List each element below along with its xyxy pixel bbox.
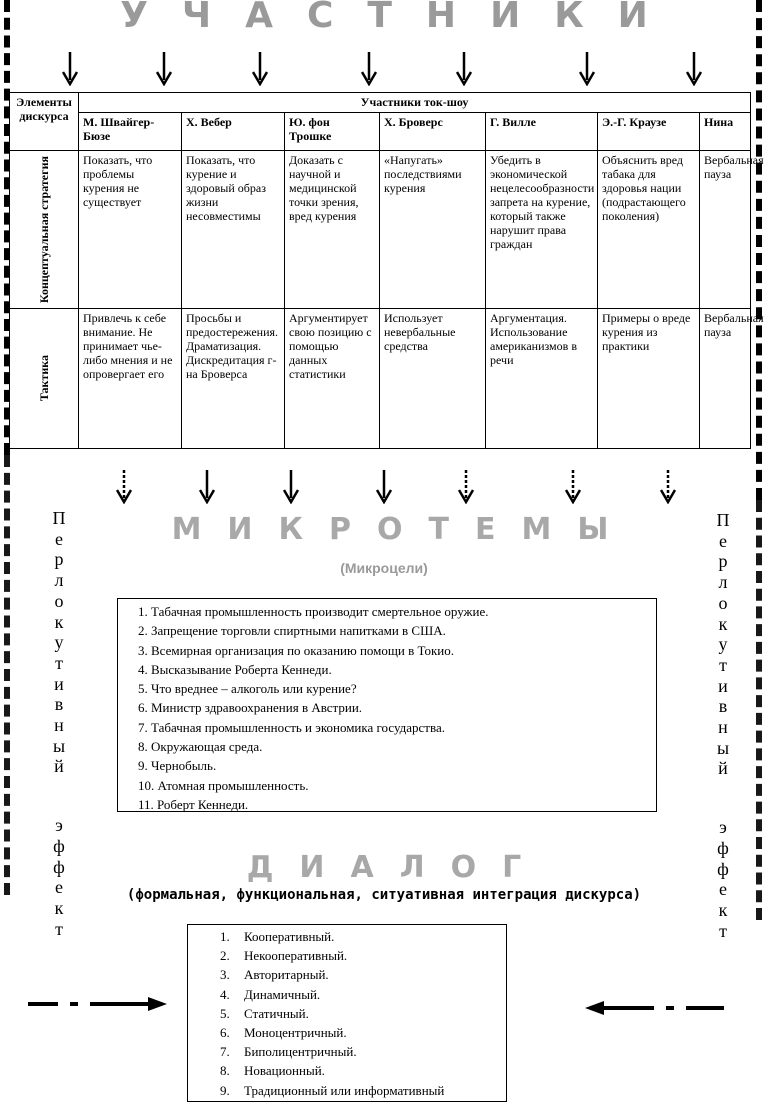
side-letter: й [54,756,64,777]
list-item: 4. Высказывание Роберта Кеннеди. [138,661,332,677]
table-group-header: Участники ток-шоу [79,93,751,113]
list-item: 9. Традиционный или информативный [220,1082,445,1098]
side-letter: ф [53,856,65,877]
side-letter: к [718,613,728,634]
side-letter: л [718,572,728,593]
list-item: 1. Табачная промышленность производит смертельное оружие. [138,604,489,619]
participant-header: Э.-Г. Краузе [598,113,700,151]
dialog-list-box [187,924,507,1102]
arrow-down-icon [686,52,702,86]
side-letter: и [54,673,64,694]
arrow-down-icon [361,52,377,86]
arrow-down-icon [62,52,78,86]
list-item: 6. Министр здравоохранения в Австрии. [138,700,363,716]
side-letter: ы [716,737,730,758]
table-cell: Вербальная пауза [700,309,751,449]
table-cell: «Напугать» последствиями курения [380,151,486,309]
list-item: 6. Моноцентричный. [220,1025,347,1041]
list-item: 2. Некооперативный. [220,948,348,964]
side-letter: ф [53,835,65,856]
side-letter: э [55,815,63,836]
dashed-arrow-down-icon [660,470,676,504]
side-letter: П [52,508,66,528]
list-item: 4. Динамичный. [220,986,321,1002]
side-letter: н [718,717,728,738]
side-letter: о [54,590,64,611]
side-letter: т [719,920,727,941]
side-letter: в [54,694,64,715]
side-letter: й [718,758,728,779]
row-label-tactic: Тактика [37,355,51,402]
side-letter: е [719,530,727,551]
table-cell: Привлечь к себе внимание. Не принимает чье-либо мнения и не опровергает его [79,309,182,449]
side-letter: т [719,654,727,675]
list-item: 9. Чернобыль. [138,758,217,774]
side-letter: н [54,715,64,736]
list-item: 8. Новационный. [220,1063,325,1079]
side-letter: в [718,696,728,717]
table-cell: Просьбы и предостережения. Драматизация. Дискредитация г-на Броверса [182,309,285,449]
list-item: 1. Кооперативный. [220,929,335,944]
side-letter: р [54,549,64,570]
table-row [10,309,751,449]
microthemes-title: МИКРОТЕМЫ [171,512,635,547]
arrow-right-icon [28,996,168,1012]
participants-table [9,92,764,449]
side-letter: э [719,817,727,838]
side-letter: е [55,877,63,898]
participant-header: Х. Вебер [182,113,285,151]
arrow-down-icon [456,52,472,86]
row-label-strategy: Концептуальная стратегия [37,155,51,304]
list-item: 5. Статичный. [220,1005,309,1021]
list-item: 8. Окружающая среда. [138,739,263,755]
table-corner-label: Элементы дискурса [10,93,79,151]
microthemes-list-box [117,598,657,812]
dashed-arrow-down-icon [458,470,474,504]
list-item: 2. Запрещение торговли спиртными напитками в США. [138,623,446,639]
side-letter: ф [717,858,729,879]
table-cell: Показать, что курение и здоровый образ жизни несовместимы [182,151,285,309]
side-letter: и [718,675,728,696]
table-row [10,151,751,309]
dashed-arrow-down-icon [565,470,581,504]
table-cell: Аргументация. Использование американизмов в речи [486,309,598,449]
list-item: 7. Табачная промышленность и экономика государства. [138,719,445,735]
participant-header: Нина [700,113,751,151]
side-letter: т [55,652,63,673]
arrow-down-icon [579,52,595,86]
table-cell: Использует невербальные средства [380,309,486,449]
side-letter [712,779,734,817]
arrow-down-icon [156,52,172,86]
arrow-down-icon [283,470,299,504]
side-letter: е [719,879,727,900]
list-item: 5. Что вреднее – алкоголь или курение? [138,681,357,697]
table-cell: Показать, что проблемы курения не существует [79,151,182,309]
table-cell: Объяснить вред табака для здоровья нации (подрастающего поколения) [598,151,700,309]
list-item: 3. Авторитарный. [220,967,329,983]
arrow-left-icon [584,1000,724,1016]
table-cell: Аргументирует свою позицию с помощью данных статистики [285,309,380,449]
list-item: 3. Всемирная организация по оказанию помощи в Токио. [138,642,454,658]
dashed-arrow-down-icon [116,470,132,504]
side-letter: у [718,634,728,655]
participant-header: Х. Броверс [380,113,486,151]
participant-header: Г. Вилле [486,113,598,151]
dialog-title: ДИАЛОГ [246,850,548,885]
list-item: 10. Атомная промышленность. [138,777,309,793]
side-letter: к [54,897,64,918]
arrow-down-icon [376,470,392,504]
side-letter: у [54,632,64,653]
microthemes-subtitle: (Микроцели) [340,560,428,576]
side-letter [48,777,70,815]
side-letter: ф [717,837,729,858]
side-letter: л [54,570,64,591]
side-letter: ы [52,735,66,756]
side-letter: к [718,899,728,920]
arrow-down-icon [199,470,215,504]
participants-title: УЧАСТНИКИ [120,0,682,36]
list-item: 7. Биполицентричный. [220,1044,357,1060]
table-cell: Примеры о вреде курения из практики [598,309,700,449]
side-letter: р [718,551,728,572]
side-letter: П [716,510,730,530]
side-letter: е [55,528,63,549]
dialog-subtitle: (формальная, функциональная, ситуативная интеграция дискурса) [126,887,642,903]
side-letter: о [718,592,728,613]
participant-header: Ю. фон Трошке [285,113,380,151]
table-cell: Убедить в экономической нецелесообразности запрета на курение, который также нарушит права граждан [486,151,598,309]
participant-header: М. Швайгер-Бюзе [79,113,182,151]
right-frame-line [756,0,762,500]
arrow-down-icon [252,52,268,86]
table-cell: Доказать с научной и медицинской точки зрения, вред курения [285,151,380,309]
list-item: 11. Роберт Кеннеди. [138,796,249,812]
side-letter: т [55,918,63,939]
left-frame-line-lower [4,455,10,895]
table-cell: Вербальная пауза [700,151,751,309]
side-letter: к [54,611,64,632]
